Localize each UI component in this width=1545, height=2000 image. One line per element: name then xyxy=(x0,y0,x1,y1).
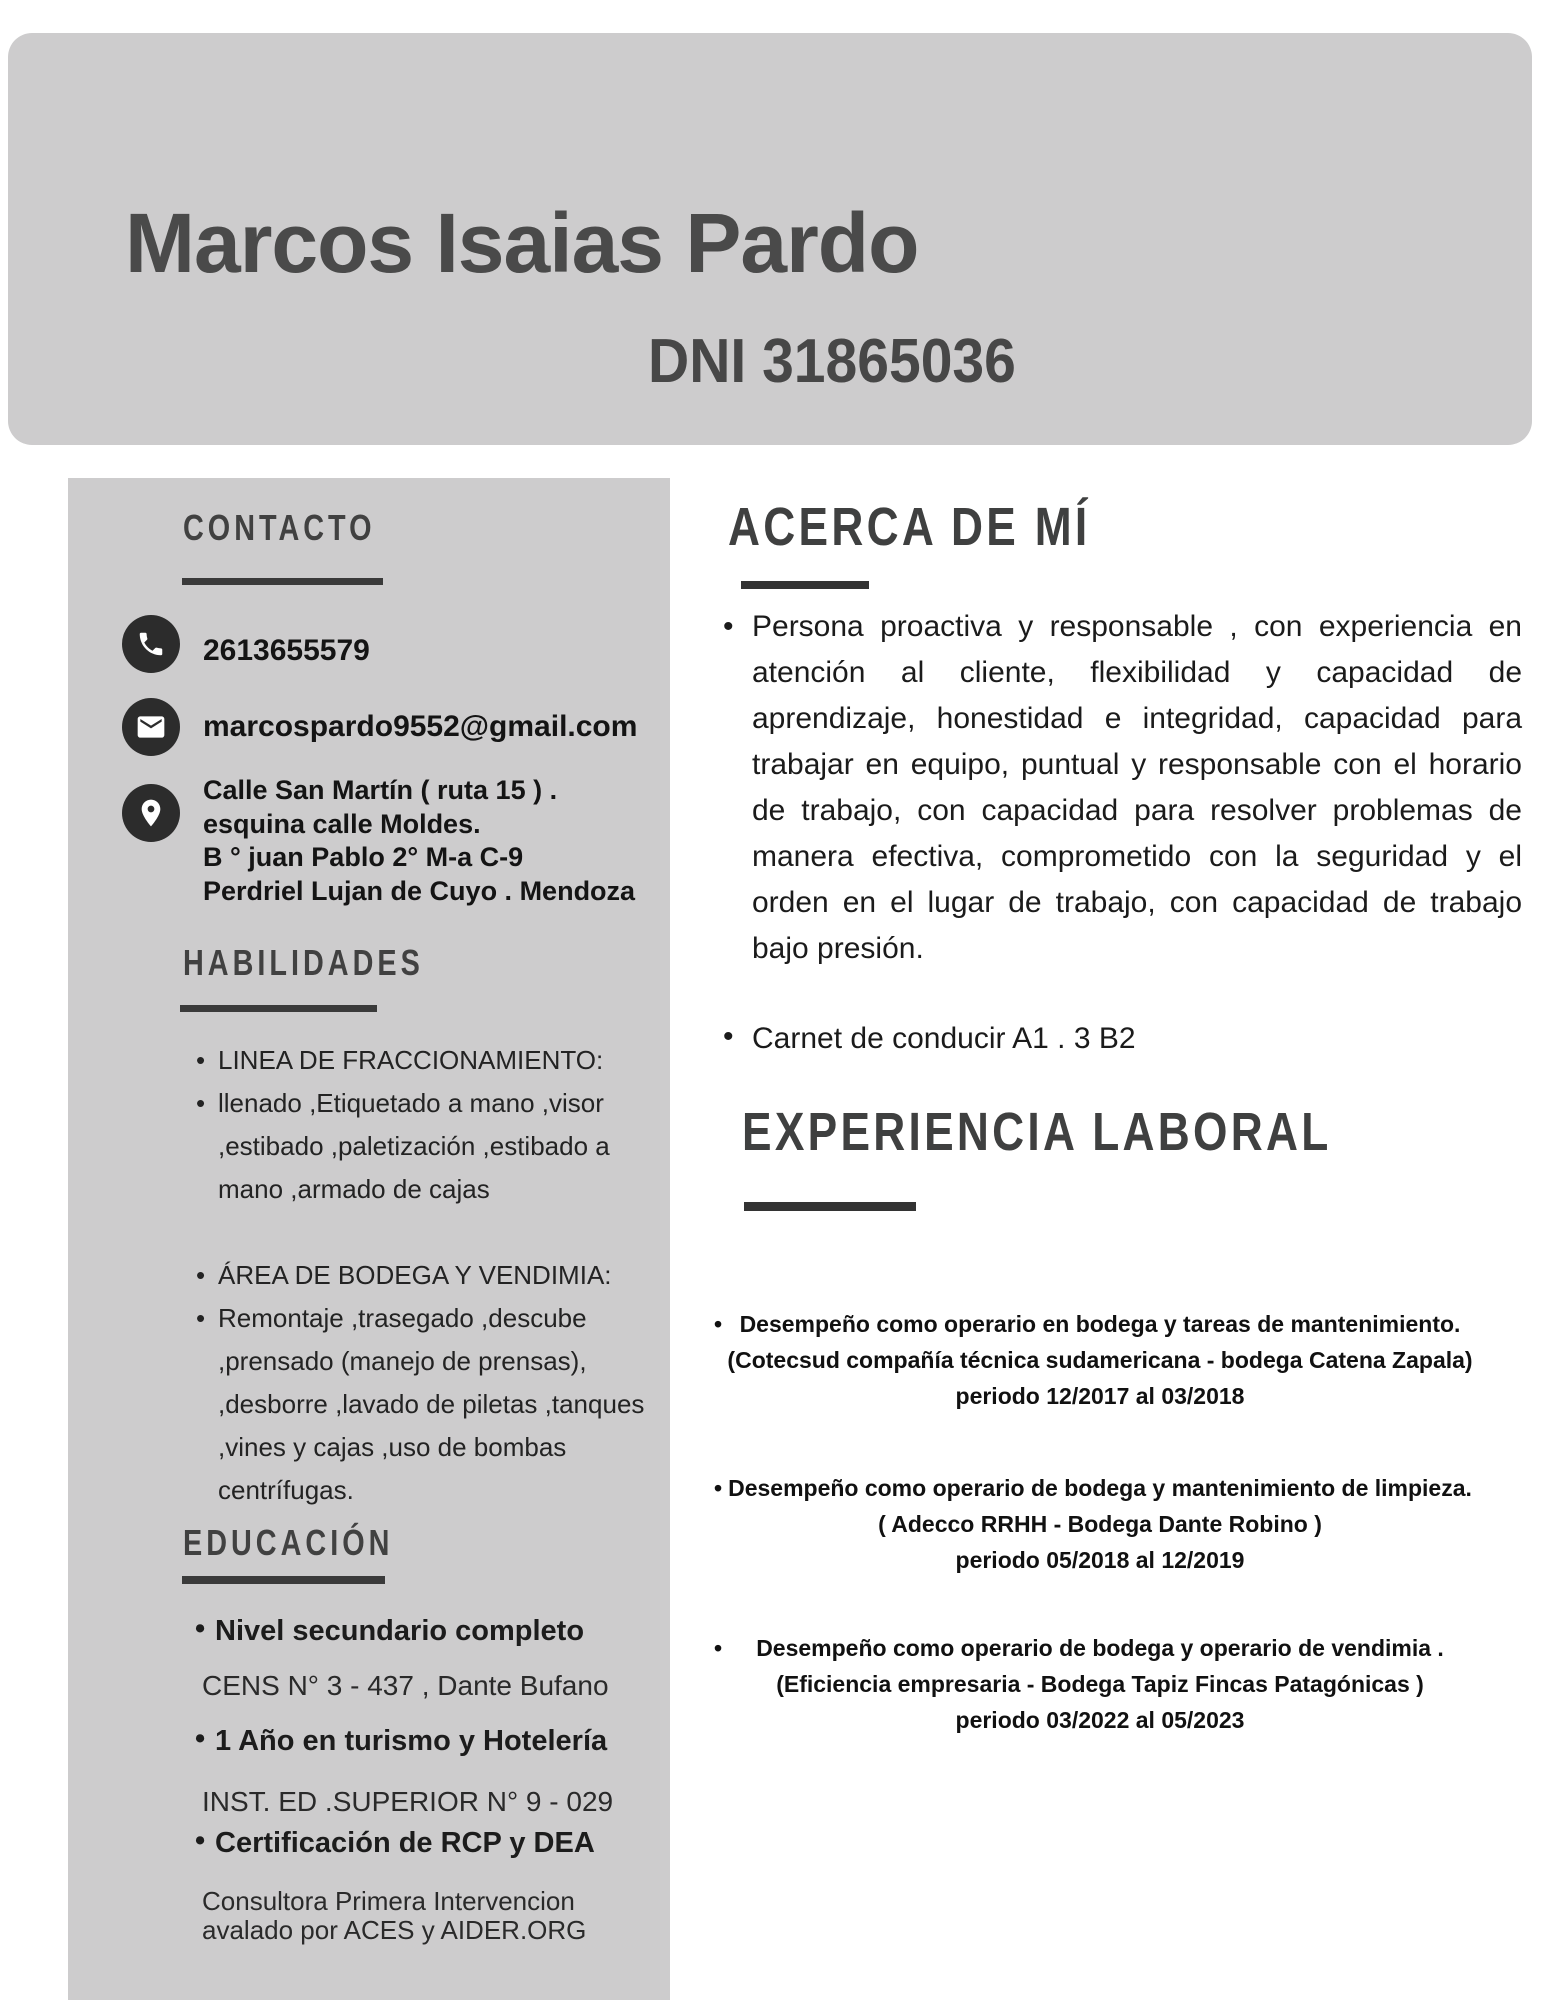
entry-bullet: • xyxy=(714,1635,723,1661)
skill-group-fraccionamiento xyxy=(218,1039,670,1211)
experience-entry xyxy=(690,1470,1510,1578)
phone-number: 2613655579 xyxy=(203,634,370,667)
experience-period: periodo 03/2022 al 05/2023 xyxy=(955,1707,1245,1733)
email-address: marcospardo9552@gmail.com xyxy=(203,710,638,743)
page-title: Marcos Isaias Pardo xyxy=(125,196,919,291)
experience-entry xyxy=(690,1630,1510,1738)
experience-entry xyxy=(690,1306,1510,1414)
skill-group-bodega xyxy=(218,1254,670,1512)
education-section-title: EDUCACIÓN xyxy=(183,1522,394,1563)
skills-section-title: HABILIDADES xyxy=(183,942,424,983)
skill-group-header: • ÁREA DE BODEGA Y VENDIMIA: xyxy=(218,1254,670,1297)
address-line: Perdriel Lujan de Cuyo . Mendoza xyxy=(203,875,636,906)
skills-list xyxy=(218,1039,670,1512)
experience-role: Desempeño como operario de bodega y mantenimiento de limpieza. xyxy=(728,1475,1472,1501)
entry-bullet: • xyxy=(714,1311,723,1337)
experience-company: (Cotecsud compañía técnica sudamericana - bodega Catena Zapala) xyxy=(727,1347,1473,1373)
education-item-detail: INST. ED .SUPERIOR N° 9 - 029 xyxy=(202,1786,614,1817)
about-section-title: ACERCA DE MÍ xyxy=(728,497,1091,557)
education-item-title: • Nivel secundario completo xyxy=(215,1617,584,1646)
education-item-detail: CENS N° 3 - 437 , Dante Bufano xyxy=(202,1670,609,1701)
address-line: B ° juan Pablo 2° M-a C-9 xyxy=(203,842,524,872)
experience-role: Desempeño como operario en bodega y tareas de mantenimiento. xyxy=(739,1311,1461,1337)
address-block xyxy=(203,774,635,908)
entry-bullet: • xyxy=(714,1475,723,1501)
skill-group-detail: • llenado ,Etiquetado a mano ,visor ,estibado ,paletización ,estibado a mano ,armado de cajas xyxy=(218,1082,670,1211)
experience-period: periodo 12/2017 al 03/2018 xyxy=(955,1383,1245,1409)
education-item-title: • Certificación de RCP y DEA xyxy=(215,1829,595,1858)
skills-title-rule xyxy=(180,1005,377,1012)
experience-period: periodo 05/2018 al 12/2019 xyxy=(955,1547,1245,1573)
contact-section-title: CONTACTO xyxy=(183,507,376,548)
skill-group-header: • LINEA DE FRACCIONAMIENTO: xyxy=(218,1039,670,1082)
contact-title-rule xyxy=(182,578,383,585)
experience-company: (Eficiencia empresaria - Bodega Tapiz Fincas Patagónicas ) xyxy=(776,1671,1424,1697)
education-item-title: • 1 Año en turismo y Hotelería xyxy=(215,1727,607,1756)
education-title-rule xyxy=(182,1576,385,1584)
sidebar xyxy=(68,478,670,2000)
envelope-icon xyxy=(122,698,180,756)
dni-number: DNI 31865036 xyxy=(648,327,1016,396)
experience-title-rule xyxy=(744,1202,916,1211)
driving-license-line: • Carnet de conducir A1 . 3 B2 xyxy=(752,1024,1136,1054)
skill-group-detail: • Remontaje ,trasegado ,descube ,prensado (manejo de prensas), ,desborre ,lavado de piletas ,tanques ,vines y cajas ,uso de bombas centrífugas. xyxy=(218,1297,670,1512)
education-item-detail: avalado por ACES y AIDER.ORG xyxy=(202,1915,587,1945)
about-title-rule xyxy=(741,581,869,589)
address-line: Calle San Martín ( ruta 15 ) . xyxy=(203,775,558,805)
about-paragraph: • Persona proactiva y responsable , con experiencia en atención al cliente, flexibilidad y capacidad de aprendizaje, honestidad e integridad, capacidad para trabajar en equipo, puntual y responsable con el horario de trabajo, con capacidad para resolver problemas de manera efectiva, comprometido con la seguridad y el orden en el lugar de trabajo, con capacidad de trabajo bajo presión. xyxy=(700,604,1522,972)
experience-role: Desempeño como operario de bodega y operario de vendimia . xyxy=(756,1635,1444,1661)
address-line: esquina calle Moldes. xyxy=(203,808,481,839)
education-item-detail: Consultora Primera Intervencion xyxy=(202,1886,575,1916)
header-card xyxy=(8,33,1532,445)
phone-icon xyxy=(122,615,180,673)
experience-section-title: EXPERIENCIA LABORAL xyxy=(742,1102,1332,1162)
map-pin-icon xyxy=(122,784,180,842)
experience-company: ( Adecco RRHH - Bodega Dante Robino ) xyxy=(878,1511,1322,1537)
